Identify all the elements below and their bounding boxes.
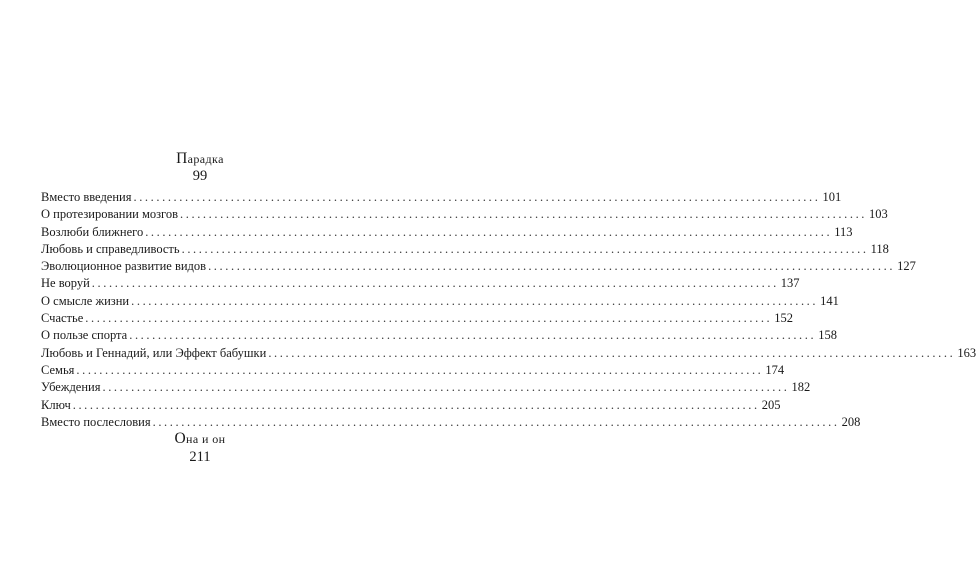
- toc-entry-page: 152: [774, 311, 794, 326]
- toc-leader-dots: ........................................................................................................................: [129, 328, 817, 343]
- section-page-number: 99: [192, 168, 208, 184]
- toc-entry-page: 137: [780, 276, 800, 291]
- toc-leader-dots: ........................................................................................................................: [85, 311, 773, 326]
- toc-entry-page: 158: [818, 328, 837, 343]
- toc-leader-dots: ........................................................................................................................: [268, 345, 956, 360]
- toc-entry-title: О смысле жизни: [41, 293, 130, 308]
- toc-entry: [41, 414, 861, 431]
- toc-entry-page: 103: [869, 207, 888, 222]
- toc-entry: [41, 345, 976, 362]
- toc-entry: [41, 397, 781, 414]
- toc-entry: [41, 258, 916, 275]
- section-page-number: 211: [189, 449, 211, 465]
- section-title-paradka: [0, 150, 400, 168]
- toc-entry-title: О пользе спорта: [41, 328, 128, 343]
- toc-entry-title: О протезировании мозгов: [41, 207, 179, 222]
- toc-entry-title: Семья: [41, 362, 75, 377]
- toc-entry-title: Вместо послесловия: [41, 414, 151, 429]
- toc-leader-dots: ........................................................................................................................: [180, 207, 868, 222]
- toc-entry: [41, 275, 800, 292]
- toc-leader-dots: ........................................................................................................................: [76, 362, 764, 377]
- toc-entry-page: 174: [765, 362, 785, 377]
- toc-entry-page: 163: [957, 345, 976, 360]
- toc-entry: [41, 241, 889, 258]
- toc-entry-title: Убеждения: [41, 380, 101, 395]
- toc-entry-page: 101: [822, 190, 842, 204]
- toc-leader-dots: ........................................................................................................................: [131, 293, 819, 308]
- toc-leader-dots: ........................................................................................................................: [181, 241, 869, 256]
- toc-leader-dots: ........................................................................................................................: [208, 259, 896, 274]
- section-title-initial: О: [174, 430, 187, 447]
- section-title-rest: на и он: [186, 432, 226, 446]
- toc-entry-page: 141: [820, 293, 839, 308]
- toc-leader-dots: ........................................................................................................................: [133, 190, 821, 204]
- toc-entry-title: Ключ: [41, 397, 71, 412]
- toc-leader-dots: ........................................................................................................................: [145, 224, 833, 239]
- toc-entry-title: Счастье: [41, 311, 84, 326]
- section-title-rest: арадка: [187, 152, 224, 166]
- toc-entry-title: Не воруй: [41, 276, 90, 291]
- toc-entry: [41, 379, 811, 396]
- toc-entry-page: 182: [791, 380, 811, 395]
- toc-entry-title: Любовь и Геннадий, или Эффект бабушки: [41, 345, 267, 360]
- toc-entry-title: Возлюби ближнего: [41, 224, 144, 239]
- toc-entry: [41, 224, 853, 241]
- toc-entry-title: Вместо введения: [41, 190, 132, 204]
- toc-entry: [41, 206, 888, 223]
- toc-entry-page: 127: [897, 259, 916, 274]
- toc-entry-page: 205: [761, 397, 781, 412]
- section-title-ona-i-on: [0, 430, 400, 448]
- toc-entry: [41, 327, 837, 344]
- section-title-initial: П: [176, 150, 188, 167]
- toc-entry-page: 113: [834, 224, 853, 239]
- toc-entry: [41, 189, 842, 206]
- toc-entry: [41, 362, 785, 379]
- toc-leader-dots: ........................................................................................................................: [72, 397, 760, 412]
- table-of-contents: [41, 189, 976, 431]
- toc-leader-dots: ........................................................................................................................: [91, 276, 779, 291]
- toc-entry: [41, 293, 839, 310]
- toc-entry-page: 208: [841, 414, 861, 429]
- toc-entry-title: Эволюционное развитие видов: [41, 259, 207, 274]
- toc-entry-page: 118: [870, 241, 889, 256]
- toc-leader-dots: ........................................................................................................................: [102, 380, 790, 395]
- toc-leader-dots: ........................................................................................................................: [152, 414, 840, 429]
- toc-entry: [41, 310, 794, 327]
- toc-entry-title: Любовь и справедливость: [41, 241, 180, 256]
